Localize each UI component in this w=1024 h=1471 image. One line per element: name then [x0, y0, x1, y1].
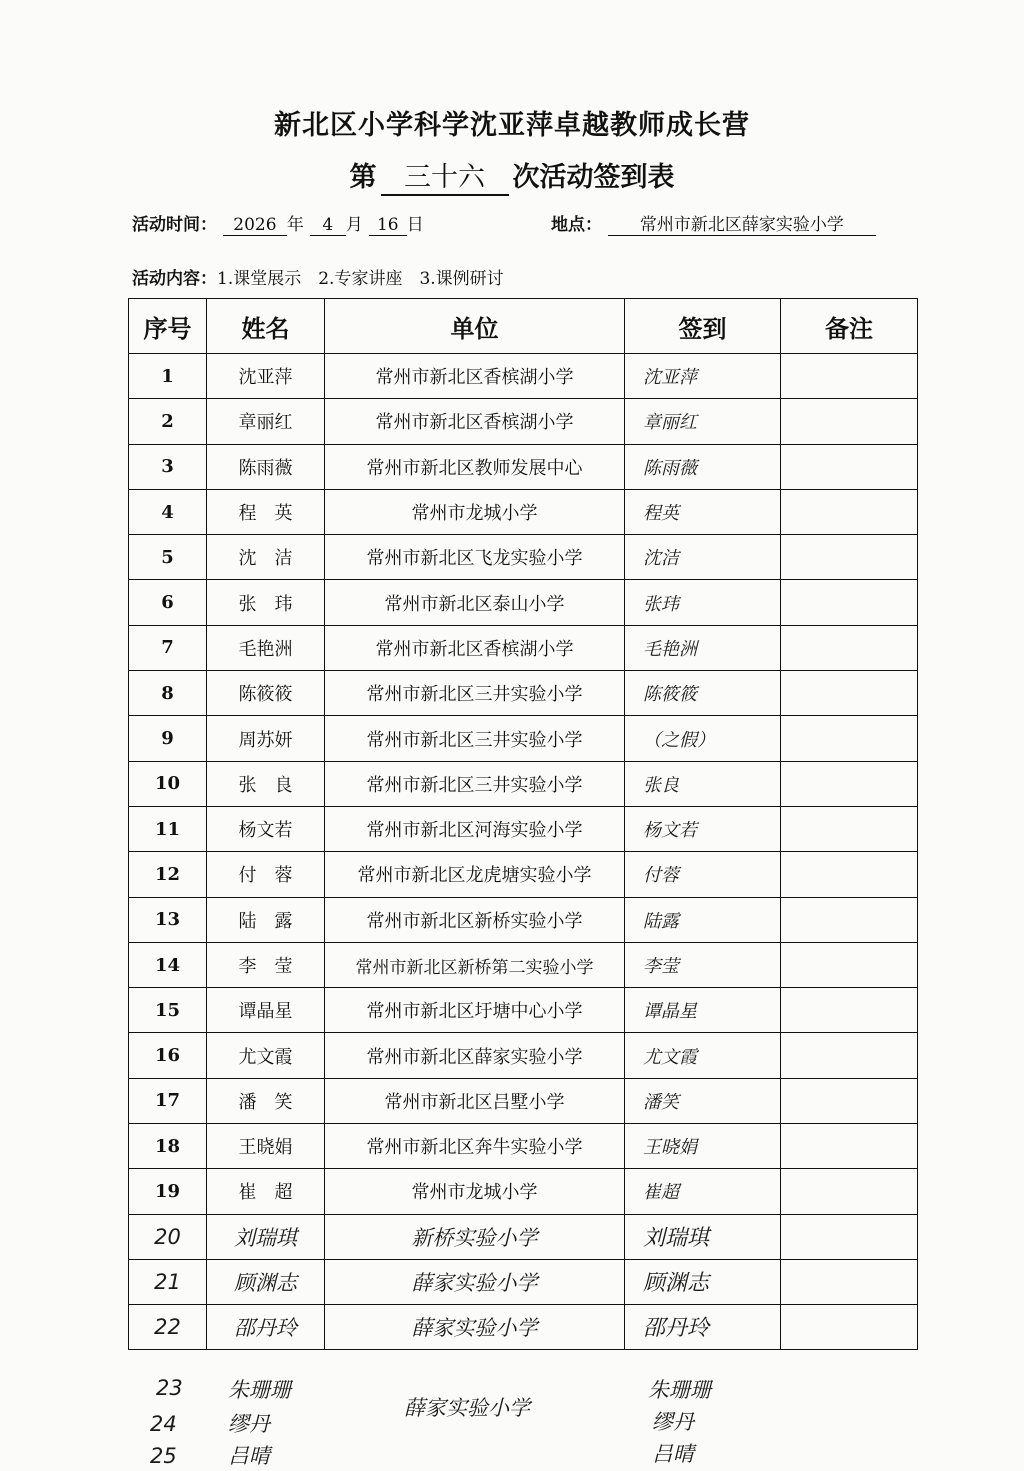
row-index: 19 — [129, 1169, 207, 1214]
session-title — [0, 155, 1024, 196]
row-unit: 常州市新北区香槟湖小学 — [325, 354, 625, 399]
extra-name: 缪丹 — [228, 1412, 270, 1436]
row-unit: 常州市新北区薛家实验小学 — [325, 1033, 625, 1078]
row-name: 李 莹 — [207, 942, 325, 987]
row-name: 沈亚萍 — [207, 354, 325, 399]
row-index: 16 — [129, 1033, 207, 1078]
row-index: 14 — [129, 942, 207, 987]
table-row — [129, 625, 918, 670]
row-index: 1 — [129, 354, 207, 399]
table-row — [129, 1124, 918, 1169]
row-index: 2 — [129, 399, 207, 444]
row-name: 陈筱筱 — [207, 671, 325, 716]
place-value: 常州市新北区薛家实验小学 — [608, 210, 876, 236]
row-remarks — [781, 1259, 918, 1304]
row-remarks — [781, 580, 918, 625]
row-name: 崔 超 — [207, 1169, 325, 1214]
header-sign: 签到 — [625, 299, 781, 354]
row-remarks — [781, 1169, 918, 1214]
row-remarks — [781, 354, 918, 399]
extra-name: 朱珊珊 — [228, 1378, 291, 1402]
row-unit: 常州市新北区奔牛实验小学 — [325, 1124, 625, 1169]
activity-time — [132, 210, 424, 236]
table-row — [129, 671, 918, 716]
row-unit: 常州市龙城小学 — [325, 489, 625, 534]
table-row — [129, 806, 918, 851]
row-name: 尤文霞 — [207, 1033, 325, 1078]
row-index: 5 — [129, 535, 207, 580]
row-remarks — [781, 1214, 918, 1259]
session-number: 三十六 — [381, 155, 509, 196]
row-name: 陆 露 — [207, 897, 325, 942]
table-row — [129, 988, 918, 1033]
table-row — [129, 1259, 918, 1304]
row-index: 20 — [129, 1214, 207, 1259]
row-signature: 谭晶星 — [625, 988, 781, 1033]
table-row — [129, 580, 918, 625]
table-row — [129, 444, 918, 489]
table-row — [129, 354, 918, 399]
table-row — [129, 1078, 918, 1123]
content-value: 1.课堂展示 2.专家讲座 3.课例研讨 — [217, 269, 504, 289]
row-signature: 陆露 — [625, 897, 781, 942]
row-signature: 陈筱筱 — [625, 671, 781, 716]
row-signature: 顾渊志 — [625, 1259, 781, 1304]
row-remarks — [781, 761, 918, 806]
row-name: 陈雨薇 — [207, 444, 325, 489]
table-row — [129, 535, 918, 580]
row-index: 17 — [129, 1078, 207, 1123]
row-remarks — [781, 535, 918, 580]
extra-unit: 薛家实验小学 — [404, 1396, 530, 1420]
header-name: 姓名 — [207, 299, 325, 354]
row-name: 毛艳洲 — [207, 625, 325, 670]
row-index: 11 — [129, 806, 207, 851]
header-index: 序号 — [129, 299, 207, 354]
row-index: 3 — [129, 444, 207, 489]
row-unit: 常州市新北区龙虎塘实验小学 — [325, 852, 625, 897]
table-row — [129, 1169, 918, 1214]
row-name: 谭晶星 — [207, 988, 325, 1033]
row-signature: 李莹 — [625, 942, 781, 987]
row-name: 杨文若 — [207, 806, 325, 851]
row-signature: 沈洁 — [625, 535, 781, 580]
year-unit: 年 — [286, 215, 304, 235]
row-remarks — [781, 1078, 918, 1123]
content-label: 活动内容： — [132, 269, 217, 289]
row-signature: 毛艳洲 — [625, 625, 781, 670]
row-index: 10 — [129, 761, 207, 806]
table-header-row — [129, 299, 918, 354]
row-unit: 常州市龙城小学 — [325, 1169, 625, 1214]
row-remarks — [781, 942, 918, 987]
activity-content — [132, 264, 504, 289]
row-signature: 杨文若 — [625, 806, 781, 851]
row-name: 程 英 — [207, 489, 325, 534]
year-value: 2026 — [223, 215, 287, 236]
row-name: 邵丹玲 — [207, 1304, 325, 1349]
row-index: 6 — [129, 580, 207, 625]
table-row — [129, 897, 918, 942]
row-remarks — [781, 806, 918, 851]
row-remarks — [781, 625, 918, 670]
row-name: 顾渊志 — [207, 1259, 325, 1304]
row-unit: 常州市新北区飞龙实验小学 — [325, 535, 625, 580]
table-row — [129, 1033, 918, 1078]
row-unit: 新桥实验小学 — [325, 1214, 625, 1259]
row-remarks — [781, 897, 918, 942]
session-prefix: 第 — [349, 162, 377, 193]
row-unit: 常州市新北区三井实验小学 — [325, 716, 625, 761]
row-remarks — [781, 852, 918, 897]
row-name: 张 良 — [207, 761, 325, 806]
row-signature: 王晓娟 — [625, 1124, 781, 1169]
row-index: 4 — [129, 489, 207, 534]
day-value: 16 — [369, 215, 407, 236]
extra-signature: 吕晴 — [652, 1442, 694, 1466]
row-remarks — [781, 1124, 918, 1169]
sheet-title: 新北区小学科学沈亚萍卓越教师成长营 — [274, 110, 750, 141]
row-signature: 张玮 — [625, 580, 781, 625]
month-value: 4 — [310, 215, 346, 236]
row-signature: 沈亚萍 — [625, 354, 781, 399]
row-name: 周苏妍 — [207, 716, 325, 761]
day-unit: 日 — [406, 215, 424, 235]
place-label: 地点： — [551, 215, 602, 235]
row-unit: 常州市新北区香槟湖小学 — [325, 625, 625, 670]
extra-index: 24 — [150, 1412, 177, 1436]
row-name: 王晓娟 — [207, 1124, 325, 1169]
row-signature: 付蓉 — [625, 852, 781, 897]
activity-place — [551, 210, 876, 236]
table-row — [129, 399, 918, 444]
row-remarks — [781, 671, 918, 716]
row-remarks — [781, 1304, 918, 1349]
row-signature: 邵丹玲 — [625, 1304, 781, 1349]
table-row — [129, 716, 918, 761]
row-signature: 崔超 — [625, 1169, 781, 1214]
table-row — [129, 1214, 918, 1259]
row-unit: 常州市新北区三井实验小学 — [325, 761, 625, 806]
row-unit: 常州市新北区泰山小学 — [325, 580, 625, 625]
row-name: 刘瑞琪 — [207, 1214, 325, 1259]
extra-index: 25 — [150, 1444, 177, 1468]
row-signature: 程英 — [625, 489, 781, 534]
row-signature: 潘笑 — [625, 1078, 781, 1123]
row-signature: 刘瑞琪 — [625, 1214, 781, 1259]
row-remarks — [781, 399, 918, 444]
row-remarks — [781, 489, 918, 534]
row-unit: 常州市新北区新桥实验小学 — [325, 897, 625, 942]
row-index: 9 — [129, 716, 207, 761]
extra-signature: 缪丹 — [652, 1410, 694, 1434]
row-index: 12 — [129, 852, 207, 897]
row-signature: 陈雨薇 — [625, 444, 781, 489]
header-remarks: 备注 — [781, 299, 918, 354]
row-signature: 尤文霞 — [625, 1033, 781, 1078]
extra-signature: 朱珊珊 — [648, 1378, 711, 1402]
row-index: 21 — [129, 1259, 207, 1304]
table-row — [129, 489, 918, 534]
row-unit: 常州市新北区香槟湖小学 — [325, 399, 625, 444]
table-row — [129, 761, 918, 806]
row-name: 付 蓉 — [207, 852, 325, 897]
row-unit: 常州市新北区吕墅小学 — [325, 1078, 625, 1123]
row-unit: 薛家实验小学 — [325, 1304, 625, 1349]
extra-index: 23 — [156, 1376, 183, 1400]
row-index: 7 — [129, 625, 207, 670]
row-index: 8 — [129, 671, 207, 716]
time-label: 活动时间： — [132, 215, 217, 235]
row-signature: 章丽红 — [625, 399, 781, 444]
row-unit: 常州市新北区圩塘中心小学 — [325, 988, 625, 1033]
table-row — [129, 942, 918, 987]
row-remarks — [781, 716, 918, 761]
sign-in-table — [128, 298, 918, 1350]
row-index: 15 — [129, 988, 207, 1033]
row-unit: 薛家实验小学 — [325, 1259, 625, 1304]
row-unit: 常州市新北区河海实验小学 — [325, 806, 625, 851]
row-index: 18 — [129, 1124, 207, 1169]
row-name: 潘 笑 — [207, 1078, 325, 1123]
row-remarks — [781, 1033, 918, 1078]
row-name: 沈 洁 — [207, 535, 325, 580]
month-unit: 月 — [345, 215, 363, 235]
row-unit: 常州市新北区新桥第二实验小学 — [325, 942, 625, 987]
table-row — [129, 1304, 918, 1349]
header-unit: 单位 — [325, 299, 625, 354]
row-signature: 张良 — [625, 761, 781, 806]
row-remarks — [781, 988, 918, 1033]
session-suffix: 次活动签到表 — [512, 162, 675, 193]
row-name: 章丽红 — [207, 399, 325, 444]
row-name: 张 玮 — [207, 580, 325, 625]
extra-name: 吕晴 — [228, 1444, 270, 1468]
row-unit: 常州市新北区教师发展中心 — [325, 444, 625, 489]
row-signature: （之假） — [625, 716, 781, 761]
table-row — [129, 852, 918, 897]
row-remarks — [781, 444, 918, 489]
row-index: 22 — [129, 1304, 207, 1349]
row-index: 13 — [129, 897, 207, 942]
row-unit: 常州市新北区三井实验小学 — [325, 671, 625, 716]
